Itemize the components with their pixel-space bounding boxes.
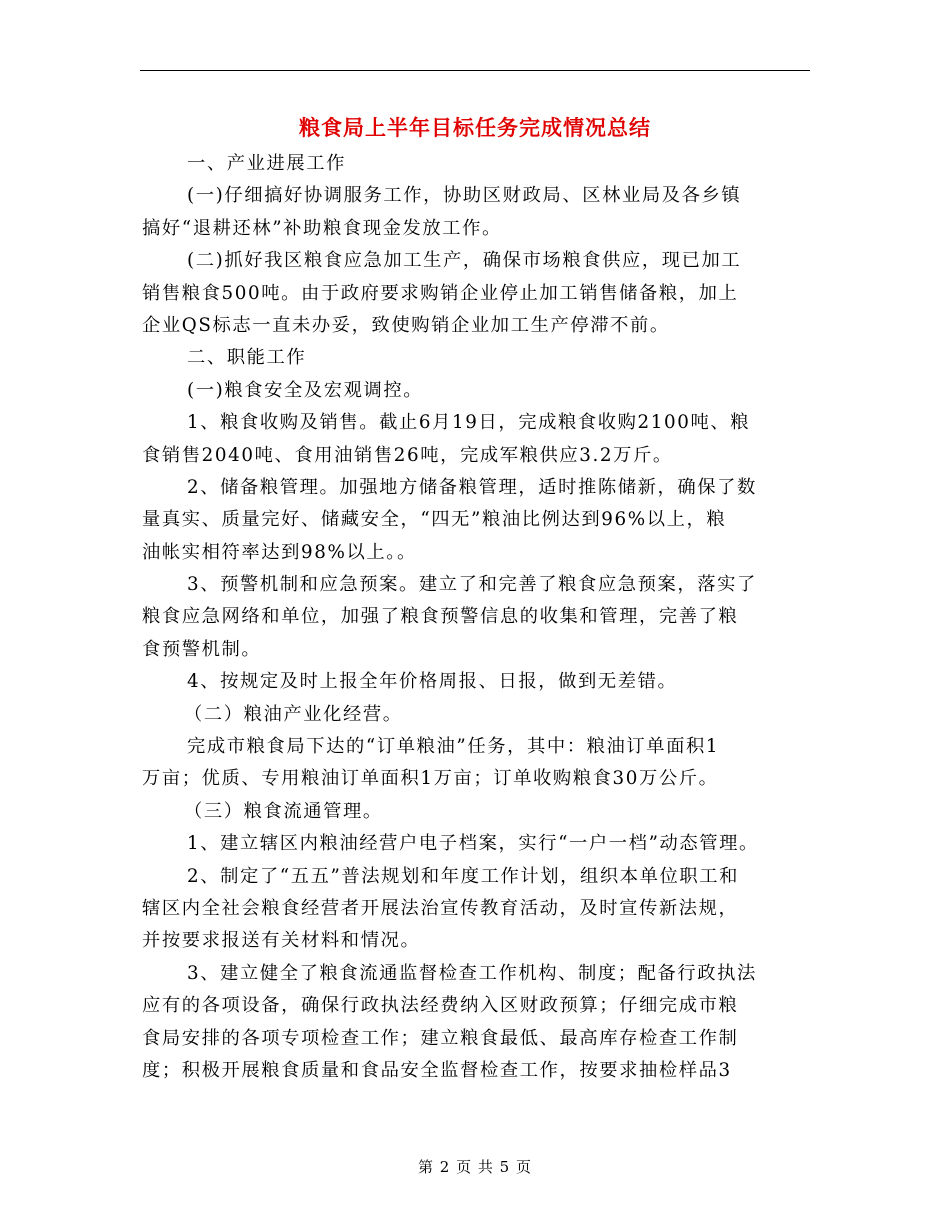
body-line: 企业QS标志一直未办妥，致使购销企业加工生产停滞不前。 xyxy=(142,314,670,336)
body-line: 应有的各项设备，确保行政执法经费纳入区财政预算；仔细完成市粮 xyxy=(142,995,739,1017)
page-footer: 第 2 页 共 5 页 xyxy=(418,1158,532,1176)
body-line: 3、预警机制和应急预案。建立了和完善了粮食应急预案，落实了 xyxy=(187,574,757,596)
body-line: 量真实、质量完好、储藏安全，“四无”粮油比例达到96%以上，粮 xyxy=(142,509,727,531)
body-line: （二）粮油产业化经营。 xyxy=(184,703,403,725)
body-line: (一)粮食安全及宏观调控。 xyxy=(187,379,424,401)
body-line: 搞好“退耕还林”补助粮食现金发放工作。 xyxy=(142,217,502,239)
body-line: 辖区内全社会粮食经营者开展法治宣传教育活动，及时宣传新法规， xyxy=(142,897,739,919)
body-line: 1、粮食收购及销售。截止6月19日，完成粮食收购2100吨、粮 xyxy=(187,412,751,434)
document-body xyxy=(142,148,810,1087)
header-rule xyxy=(140,70,810,71)
body-line: 2、储备粮管理。加强地方储备粮管理，适时推陈储新，确保了数 xyxy=(187,476,757,498)
body-line: 食预警机制。 xyxy=(142,638,262,660)
body-line: 度；积极开展粮食质量和食品安全监督检查工作，按要求抽检样品3 xyxy=(142,1059,732,1081)
body-line: 一、产业进展工作 xyxy=(187,153,347,174)
body-line: (一)仔细搞好协调服务工作，协助区财政局、区林业局及各乡镇 xyxy=(187,185,742,207)
body-line: 万亩；优质、专用粮油订单面积1万亩；订单收购粮食30万公斤。 xyxy=(142,768,719,790)
body-line: （三）粮食流通管理。 xyxy=(184,800,383,822)
body-line: 并按要求报送有关材料和情况。 xyxy=(142,930,421,952)
body-line: (二)抓好我区粮食应急加工生产，确保市场粮食供应，现已加工 xyxy=(187,250,742,272)
body-line: 4、按规定及时上报全年价格周报、日报，做到无差错。 xyxy=(187,671,678,693)
document-title: 粮食局上半年目标任务完成情况总结 xyxy=(299,116,651,140)
body-line: 销售粮食500吨。由于政府要求购销企业停止加工销售储备粮，加上 xyxy=(142,282,739,304)
body-line: 油帐实相符率达到98%以上。。 xyxy=(142,541,417,563)
body-line: 1、建立辖区内粮油经营户电子档案，实行“一户一档”动态管理。 xyxy=(187,833,759,855)
body-line: 粮食应急网络和单位，加强了粮食预警信息的收集和管理，完善了粮 xyxy=(142,606,739,628)
body-line: 完成市粮食局下达的“订单粮油”任务，其中：粮油订单面积1 xyxy=(187,736,720,758)
body-line: 2、制定了“五五”普法规划和年度工作计划，组织本单位职工和 xyxy=(187,865,740,887)
body-line: 二、职能工作 xyxy=(187,347,307,369)
body-line: 食销售2040吨、食用油销售26吨，完成军粮供应3.2万斤。 xyxy=(142,444,673,466)
body-line: 3、建立健全了粮食流通监督检查工作机构、制度；配备行政执法 xyxy=(187,962,757,984)
body-line: 食局安排的各项专项检查工作；建立粮食最低、最高库存检查工作制 xyxy=(142,1027,739,1049)
